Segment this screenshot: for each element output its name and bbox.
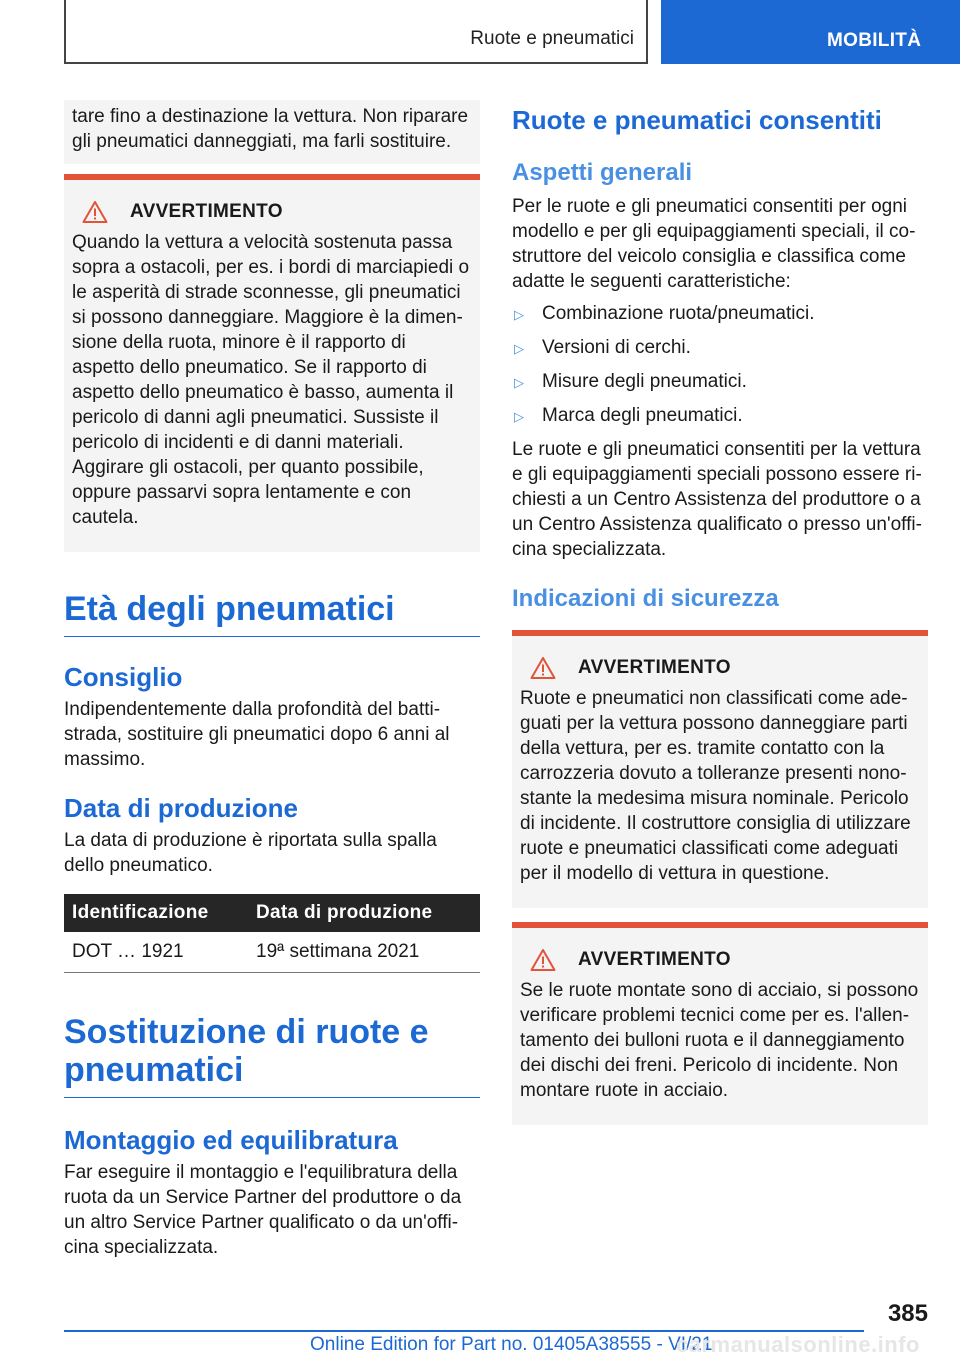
triangle-bullet-icon: ▷ (514, 341, 524, 356)
allowed-wheels-heading: Ruote e pneumatici consentiti (512, 105, 882, 135)
warning-text: Se le ruote montate sono di acciaio, si possono verificare problemi tecnici come per es. l'allentamento dei bulloni ruota e il danneggiamento dei dischi dei freni. Pericolo di incidente. Non montare ruote in acciaio. (520, 980, 919, 1101)
characteristics-list (512, 301, 928, 429)
list-item (512, 335, 928, 361)
table-cell: 19ª settimana 2021 (248, 932, 480, 972)
list-item-text: Versioni di cerchi. (542, 337, 691, 358)
warning-triangle-icon (530, 656, 556, 680)
warning-title: AVVERTIMENTO (578, 949, 731, 970)
list-item (512, 369, 928, 395)
footer-edition-text: Online Edition for Part no. 01405A38555 - VI/21 (310, 1334, 713, 1355)
warning-triangle-icon (82, 200, 108, 224)
left-column (64, 100, 480, 1260)
table-header-row (64, 894, 480, 932)
mounting-text: Far eseguire il montaggio e l'equilibratura della ruota da un Service Partner del produttore o da un altro Service Partner qualificato o da un'officina specializzata. (64, 1161, 462, 1258)
warning-text: Quando la vettura a velocità sostenuta passa sopra a ostacoli, per es. i bordi di marciapiedi o le asperità di strade sconnesse, gli pneumatici si possono danneggiare. Maggiore è la dimensione della ruota, minore è il rapporto di aspetto dello pneumatico. Se il rapporto di aspetto dello pneumatico è basso, aumenta il pericolo di danni agli pneumatici. Sussiste il pericolo di incidenti e di danni materiali. Aggirare gli ostacoli, per quanto possibile, oppure passarvi sopra lentamente e con cautela. (72, 232, 470, 528)
table-cell: DOT … 1921 (64, 932, 248, 972)
warning-title: AVVERTIMENTO (578, 657, 731, 678)
triangle-bullet-icon: ▷ (514, 375, 524, 390)
intro-box (64, 100, 480, 164)
production-date-heading: Data di produzione (64, 793, 298, 823)
warning-box-1 (64, 174, 480, 552)
general-heading: Aspetti generali (512, 159, 693, 186)
replacement-heading: Sostituzione di ruote e pneumatici (64, 1013, 480, 1098)
intro-text: tare fino a destinazione la vettura. Non riparare gli pneumatici danneggiati, ma farli sostituire. (72, 106, 469, 152)
warning-box-2 (512, 630, 928, 908)
table-header-cell: Identificazione (64, 894, 248, 932)
list-item (512, 301, 928, 327)
watermark: carmanualsonline.info (676, 1332, 920, 1357)
mounting-heading: Montaggio ed equilibratura (64, 1124, 398, 1155)
table-row (64, 932, 480, 972)
safety-heading: Indicazioni di sicurezza (512, 585, 779, 612)
warning-box-3 (512, 922, 928, 1125)
production-date-table (64, 894, 480, 973)
production-date-text: La data di produzione è riportata sulla spalla dello pneumatico. (64, 830, 437, 876)
header-section-tab (64, 0, 648, 64)
page-number: 385 (887, 1300, 928, 1327)
advice-text: Indipendentemente dalla profondità del battistrada, sostituire gli pneumatici dopo 6 anni al massimo. (64, 699, 450, 770)
header-chapter-tab (661, 0, 960, 64)
list-item-text: Misure degli pneumatici. (542, 371, 747, 392)
advice-heading: Consiglio (64, 662, 183, 692)
tire-age-heading: Età degli pneumatici (64, 590, 480, 637)
triangle-bullet-icon: ▷ (514, 307, 524, 322)
list-item-text: Marca degli pneumatici. (542, 405, 743, 426)
list-item (512, 403, 928, 429)
general-text: Per le ruote e gli pneumatici consentiti per ogni modello e per gli equipaggiamenti speciali, il costruttore del veicolo consiglia e classifica come adatte le seguenti caratteristiche: (512, 196, 916, 292)
table-header-cell: Data di produzione (248, 894, 480, 932)
warning-text: Ruote e pneumatici non classificati come adeguati per la vettura possono danneggiare parti della vettura, per es. tramite contatto con la carrozzeria dovuto a tolleranze presenti nonostante la medesima misura nominale. Pericolo di incidente. Il costruttore consiglia di utilizzare ruote e pneumatici classificati come adeguati per il modello di vettura in questione. (520, 688, 911, 884)
right-column (512, 100, 928, 1125)
triangle-bullet-icon: ▷ (514, 409, 524, 424)
header-chapter-title: MOBILITÀ (827, 30, 922, 51)
header-section-title: Ruote e pneumatici (470, 28, 634, 49)
warning-title: AVVERTIMENTO (130, 201, 283, 222)
warning-triangle-icon (530, 948, 556, 972)
general-text-2: Le ruote e gli pneumatici consentiti per la vettura e gli equipaggiamenti speciali possono essere richiesti a un Centro Assistenza del produttore o a un Centro Assistenza qualificato o presso un'officina specializzata. (512, 439, 922, 560)
list-item-text: Combinazione ruota/pneumatici. (542, 303, 815, 324)
